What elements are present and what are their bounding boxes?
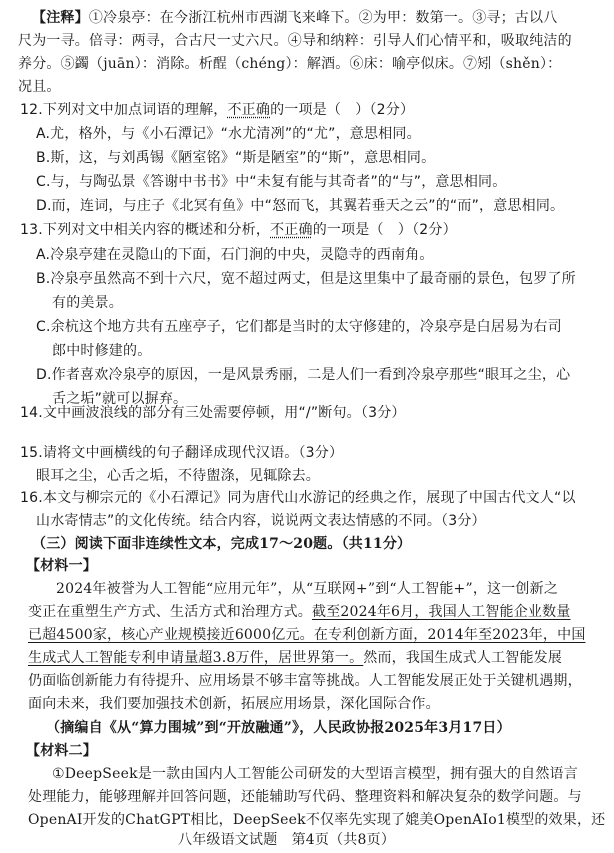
page-footer: 八年级语文试题 第4页（共8页）	[178, 832, 396, 848]
q12-emph: 不正确	[227, 102, 271, 118]
q12-option-b: B.斯，这，与刘禹锡《陋室铭》“斯是陋室”的“斯”，意思相同。	[36, 150, 436, 166]
notes-line-3: 养分。⑤蠲（juān）：消除。析酲（chéng）：解酒。⑥床：喻亭似床。⑦矧（shěn）：	[18, 56, 562, 72]
material-1-underlined-1: 截至2024年6月，我国人工智能企业数量	[312, 604, 571, 620]
material-1-line-1: 2024年被誉为人工智能“应用元年”，从“互联网+”到“人工智能+”，这一创新之	[56, 581, 559, 597]
material-2-line-1: ①DeepSeek是一款由国内人工智能公司研发的大型语言模型，拥有强大的自然语言	[52, 766, 578, 782]
q13-option-d-cont: 舌之垢”就可以摒弃。	[52, 391, 188, 407]
material-1-source: （摘编自《从“算力围城”到“开放融通”》，人民政协报2025年3月17日）	[46, 720, 511, 736]
q13-stem: 13.下列对文中相关内容的概述和分析，不正确的一项是（ ）（2分）	[20, 222, 457, 238]
q16-line-1: 16.本文与柳宗元的《小石潭记》同为唐代山水游记的经典之作，展现了中国古代文人“以	[20, 490, 576, 506]
notes-line-1	[32, 9, 557, 27]
material-1-line-5: 仍面临创新能力有待提升、应用场景不够丰富等挑战。人工智能发展正处于关键机遇期，	[28, 673, 582, 689]
material-2-label: 【材料二】	[26, 743, 97, 759]
q13-option-d: D.作者喜欢冷泉亭的原因，一是风景秀丽，二是人们一看到冷泉亭那些“眼耳之尘，心	[36, 367, 571, 383]
notes-line-2: 尺为一寻。倍寻：两寻，合古尺一丈六尺。④导和纳粹：引导人们心情平和，吸取纯洁的	[18, 33, 572, 49]
notes-text-1: ①冷泉亭：在今浙江杭州市西湖飞来峰下。②为甲：数第一。③寻；古以八	[88, 10, 558, 26]
q13-option-a: A.冷泉亭建在灵隐山的下面，石门涧的中央，灵隐寺的西南角。	[36, 247, 434, 263]
q15-sentence: 眼耳之尘，心舌之垢，不待盥涤，见辄除去。	[36, 468, 320, 484]
material-2-line-3: OpenAI开发的ChatGPT相比，DeepSeek不仅率先实现了媲美OpenAIo1模型的效果，还	[28, 812, 606, 828]
material-1-line-6: 面向未来，我们要加强技术创新，拓展应用场景，深化国际合作。	[28, 696, 440, 712]
q15-stem: 15.请将文中画横线的句子翻译成现代汉语。（3分）	[20, 445, 344, 461]
q12-stem: 12.下列对文中加点词语的理解，不正确的一项是（ ）（2分）	[20, 102, 415, 118]
notes-line-4: 况且。	[18, 79, 61, 95]
material-1-underlined-2: 已超4500家，核心产业规模接近6000亿元。在专利创新方面，2014年至2023年，中国	[28, 627, 586, 643]
q13-option-b: B.冷泉亭虽然高不到十六尺，宽不超过两丈，但是这里集中了最奇丽的景色，包罗了所	[36, 271, 576, 287]
material-1-line-2: 变正在重塑生产方式、生活方式和治理方式。截至2024年6月，我国人工智能企业数量	[28, 604, 571, 620]
q16-line-2: 山水寄情志”的文化传统。结合内容，说说两文表达情感的不同。（3分）	[36, 513, 486, 529]
notes-label: 【注释】	[32, 10, 89, 26]
q13-option-c-cont: 郎中时修建的。	[52, 343, 152, 359]
q13-option-b-cont: 有的美景。	[52, 295, 123, 311]
section-3-heading: （三）阅读下面非连续性文本，完成17～20题。（共11分）	[32, 536, 412, 552]
q12-option-c: C.与，与陶弘景《答谢中书书》中“未复有能与其奇者”的“与”，意思相同。	[36, 174, 507, 190]
q13-option-c: C.余杭这个地方共有五座亭子，它们都是当时的太守修建的，冷泉亭是白居易为右司	[36, 319, 562, 335]
material-1-line-4: 生成式人工智能专利申请量超3.8万件，居世界第一。然而，我国生成式人工智能发展	[28, 650, 563, 666]
q13-emph: 不正确	[270, 222, 313, 238]
material-1-label: 【材料一】	[26, 558, 97, 574]
material-2-line-2: 处理能力，能够理解并回答问题，还能辅助写代码、整理资料和解决复杂的数学问题。与	[28, 789, 582, 805]
q12-option-a: A.尤，格外，与《小石潭记》“水尤清冽”的“尤”，意思相同。	[36, 126, 421, 142]
q12-option-d: D.而，连词，与庄子《北冥有鱼》中“怒而飞，其翼若垂天之云”的“而”，意思相同。	[36, 198, 565, 214]
q14-stem: 14.文中画波浪线的部分有三处需要停顿，用“/”断句。（3分）	[20, 405, 406, 421]
material-1-underlined-3: 生成式人工智能专利申请量超3.8万件，居世界第一。	[28, 650, 364, 666]
